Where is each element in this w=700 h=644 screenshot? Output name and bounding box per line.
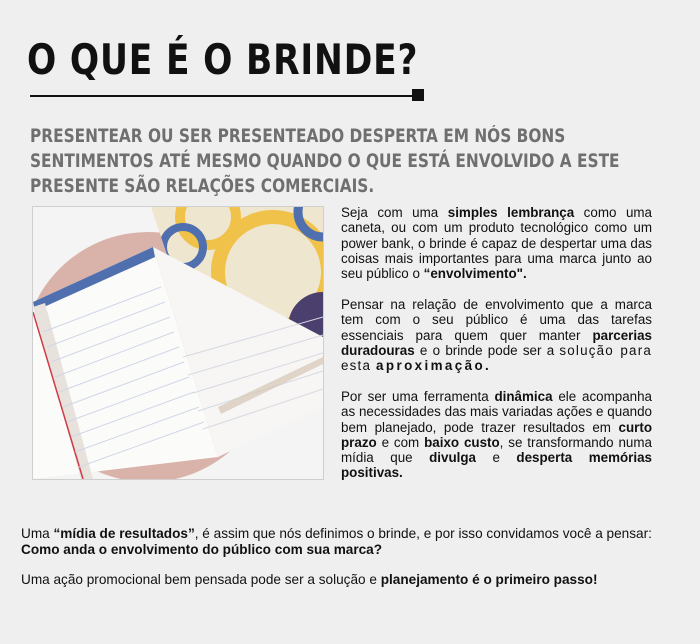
- footer-paragraph-1: [21, 526, 681, 558]
- body-p2-bold-2: aproximação.: [376, 358, 492, 374]
- footer-p1-text-2: , é assim que nós definimos o brinde, e por isso convidamos você a pensar:: [194, 526, 652, 541]
- body-p3-bold-4: divulga: [429, 450, 476, 466]
- body-paragraph-2: [341, 297, 652, 373]
- body-p2-text-3: solução para esta: [341, 342, 652, 374]
- body-p3-text-3: e com: [376, 434, 425, 450]
- footer-p1-bold-1: “mídia de resultados”: [53, 526, 195, 541]
- footer-p1-bold-2: Como anda o envolvimento do público com sua marca?: [21, 542, 383, 557]
- body-p3-bold-3: baixo custo: [424, 434, 500, 450]
- body-p3-text-1: Por ser uma ferramenta: [341, 388, 495, 404]
- footer-p1-text-1: Uma: [21, 526, 54, 541]
- body-p1-bold-2: “envolvimento".: [423, 266, 527, 282]
- body-p2-text-1: Pensar na relação de envolvimento que a marca tem com o seu público é uma das tarefas essenciais para quem quer manter: [341, 296, 652, 343]
- notebook-image: [32, 206, 324, 480]
- page-subtitle: PRESENTEAR OU SER PRESENTEADO DESPERTA EM NÓS BONS SENTIMENTOS ATÉ MESMO QUANDO O QUE ESTÁ ENVOLVIDO A ESTE PRESENTE SÃO RELAÇÕES COMERCIAIS.: [30, 126, 620, 197]
- footer-p2-bold-1: planejamento é o primeiro passo!: [380, 572, 598, 587]
- body-p3-bold-2: curto prazo: [341, 419, 652, 450]
- body-p3-bold-1: dinâmica: [494, 388, 553, 404]
- body-p1-bold-1: simples lembrança: [447, 205, 575, 220]
- body-paragraph-3: [341, 389, 652, 481]
- footer-text: [21, 526, 681, 602]
- title-underline-square: [412, 89, 424, 101]
- footer-p2-text-1: Uma ação promocional bem pensada pode ser a solução e: [21, 572, 381, 587]
- body-p3-text-4: , se transformando numa mídia que: [341, 434, 652, 466]
- body-p2-text-2: e o brinde pode ser a: [414, 342, 560, 358]
- footer-paragraph-2: [21, 572, 681, 588]
- body-paragraph-1: [341, 205, 652, 281]
- body-p3-bold-5: desperta memórias positivas.: [341, 450, 653, 481]
- body-p1-text-1: Seja com uma: [341, 205, 448, 220]
- page-title: O QUE É O BRINDE?: [27, 35, 419, 84]
- notebook-illustration-icon: [33, 207, 323, 479]
- body-p2-bold-1: parcerias duradouras: [341, 327, 652, 358]
- body-p3-text-5: e: [475, 450, 517, 466]
- title-underline: [30, 95, 422, 97]
- body-p3-text-2: ele acompanha as necessidades das mais variadas ações e quando bem planejado, pode trazer resultados em: [341, 388, 652, 435]
- body-text: [341, 205, 652, 496]
- body-p1-text-2: como uma caneta, ou com um produto tecnológico como um power bank, o brinde é capaz de despertar uma das coisas mais importantes para uma marca junto ao seu público o: [341, 205, 652, 282]
